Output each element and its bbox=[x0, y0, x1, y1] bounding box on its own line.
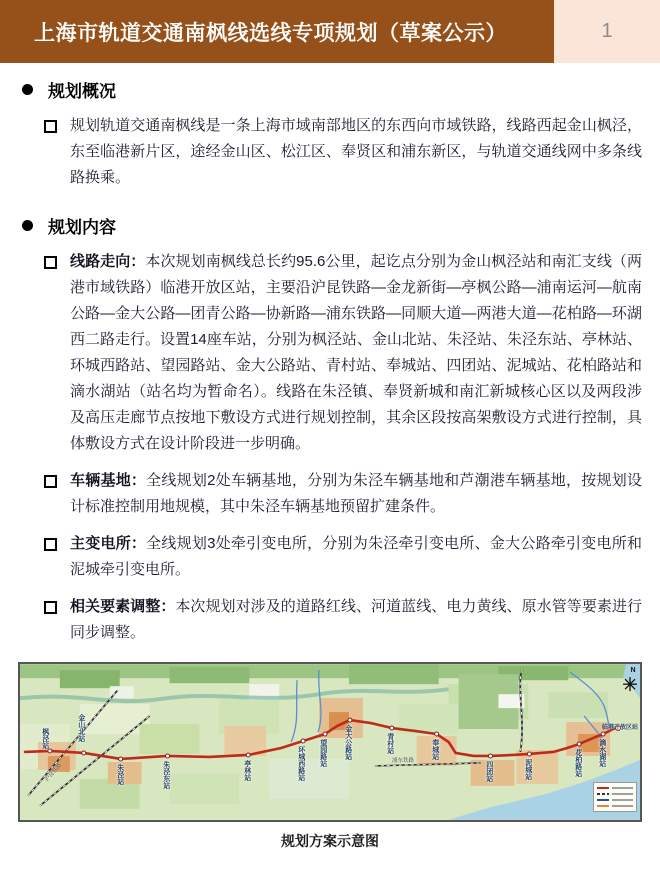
paragraph-label: 主变电所： bbox=[70, 535, 147, 552]
paragraph-text bbox=[70, 531, 642, 583]
paragraph-body: 全线规划2处车辆基地，分别为朱泾车辆基地和芦潮港车辆基地，按规划设计标准控制用地规模，其中朱泾车辆基地预留扩建条件。 bbox=[70, 472, 642, 515]
railway-label: 浦东铁路 bbox=[392, 758, 415, 764]
depot-paragraph bbox=[44, 468, 660, 520]
square-bullet-icon bbox=[44, 256, 57, 269]
section-heading-contents bbox=[22, 213, 660, 238]
bullet-dot-icon bbox=[22, 220, 33, 231]
paragraph-text bbox=[70, 468, 642, 520]
terminal-station-label: 临港开放区站 bbox=[602, 725, 639, 731]
plan-map-graphic bbox=[20, 664, 640, 820]
legend-row bbox=[597, 803, 633, 809]
station-label: 环城西路站 bbox=[297, 746, 305, 781]
station-label: 奉城站 bbox=[431, 739, 439, 760]
square-bullet-icon bbox=[44, 538, 57, 551]
legend-swatch-railway bbox=[597, 793, 609, 795]
map-legend bbox=[593, 782, 637, 812]
plan-map bbox=[18, 662, 642, 822]
station-label: 泥城站 bbox=[524, 759, 532, 780]
bullet-dot-icon bbox=[22, 84, 33, 95]
square-bullet-icon bbox=[44, 601, 57, 614]
paragraph-text bbox=[70, 594, 642, 646]
overview-paragraph bbox=[44, 113, 660, 191]
legend-swatch-area bbox=[597, 805, 609, 807]
station-label: 花柏路站 bbox=[574, 749, 582, 777]
paragraph-text bbox=[70, 249, 642, 457]
station-label: 枫泾站 bbox=[41, 728, 49, 749]
elements-paragraph bbox=[44, 594, 660, 646]
page-number-box bbox=[554, 0, 660, 63]
page-number: 1 bbox=[601, 20, 613, 42]
railway-label: 沪昆铁路 bbox=[44, 762, 64, 783]
station-label: 滴水湖站 bbox=[598, 739, 606, 767]
station-label: 朱泾站 bbox=[116, 764, 124, 785]
square-bullet-icon bbox=[44, 475, 57, 488]
paragraph-body: 全线规划3处牵引变电所，分别为朱泾牵引变电所、金大公路牵引变电所和泥城牵引变电所。 bbox=[70, 535, 642, 578]
paragraph-text bbox=[70, 113, 642, 191]
section-heading-text: 规划内容 bbox=[48, 218, 116, 237]
page-title: 上海市轨道交通南枫线选线专项规划（草案公示） bbox=[34, 21, 507, 45]
station-label: 亭林站 bbox=[243, 760, 251, 781]
station-label: 青村站 bbox=[386, 733, 394, 754]
square-bullet-icon bbox=[44, 120, 57, 133]
north-label: N bbox=[630, 667, 636, 674]
station-label: 望园路站 bbox=[319, 739, 327, 767]
station-label: 金山北站 bbox=[77, 714, 85, 742]
station-label: 朱泾东站 bbox=[162, 761, 170, 789]
document-body bbox=[0, 63, 660, 851]
paragraph-body: 本次规划南枫线总长约95.6公里，起讫点分别为金山枫泾站和南汇支线（两港市域铁路）临港开放区站，主要沿沪昆铁路—金龙新街—亭枫公路—浦南运河—航南公路—金大公路—团青公路—协新路—浦东铁路—同顺大道—两港大道—花柏路—环湖西二路走行。设置14座车站，分别为枫泾站、金山北站、朱泾站、朱泾东站、亭林站、环城西路站、望园路站、金大公路站、青村站、奉城站、四团站、泥城站、花柏路站和滴水湖站（站名均为暂命名）。线路在朱泾镇、奉贤新城和南汇新城核心区以及两段涉及高压走廊节点按地下敷设方式进行规划控制，其余区段按高架敷设方式进行控制，具体敷设方式在设计阶段进一步明确。 bbox=[70, 253, 642, 452]
header-bar bbox=[0, 0, 554, 63]
section-heading-text: 规划概况 bbox=[48, 82, 116, 101]
map-caption: 规划方案示意图 bbox=[281, 833, 379, 849]
station-label: 四团站 bbox=[485, 761, 493, 782]
legend-swatch-route bbox=[597, 787, 609, 789]
paragraph-body: 规划轨道交通南枫线是一条上海市域南部地区的东西向市域铁路，线路西起金山枫泾，东至临港新片区，途经金山区、松江区、奉贤区和浦东新区，与轨道交通线网中多条线路换乘。 bbox=[70, 117, 642, 186]
station-label: 金大公路站 bbox=[344, 725, 352, 760]
paragraph-label: 相关要素调整： bbox=[70, 598, 176, 615]
paragraph-label: 车辆基地： bbox=[70, 472, 147, 489]
section-heading-overview bbox=[22, 77, 660, 102]
route-paragraph bbox=[44, 249, 660, 457]
legend-swatch-river bbox=[597, 799, 609, 801]
paragraph-body: 本次规划对涉及的道路红线、河道蓝线、电力黄线、原水管等要素进行同步调整。 bbox=[70, 598, 642, 641]
substation-paragraph bbox=[44, 531, 660, 583]
north-arrow-icon bbox=[623, 677, 637, 691]
paragraph-label: 线路走向： bbox=[70, 253, 146, 270]
